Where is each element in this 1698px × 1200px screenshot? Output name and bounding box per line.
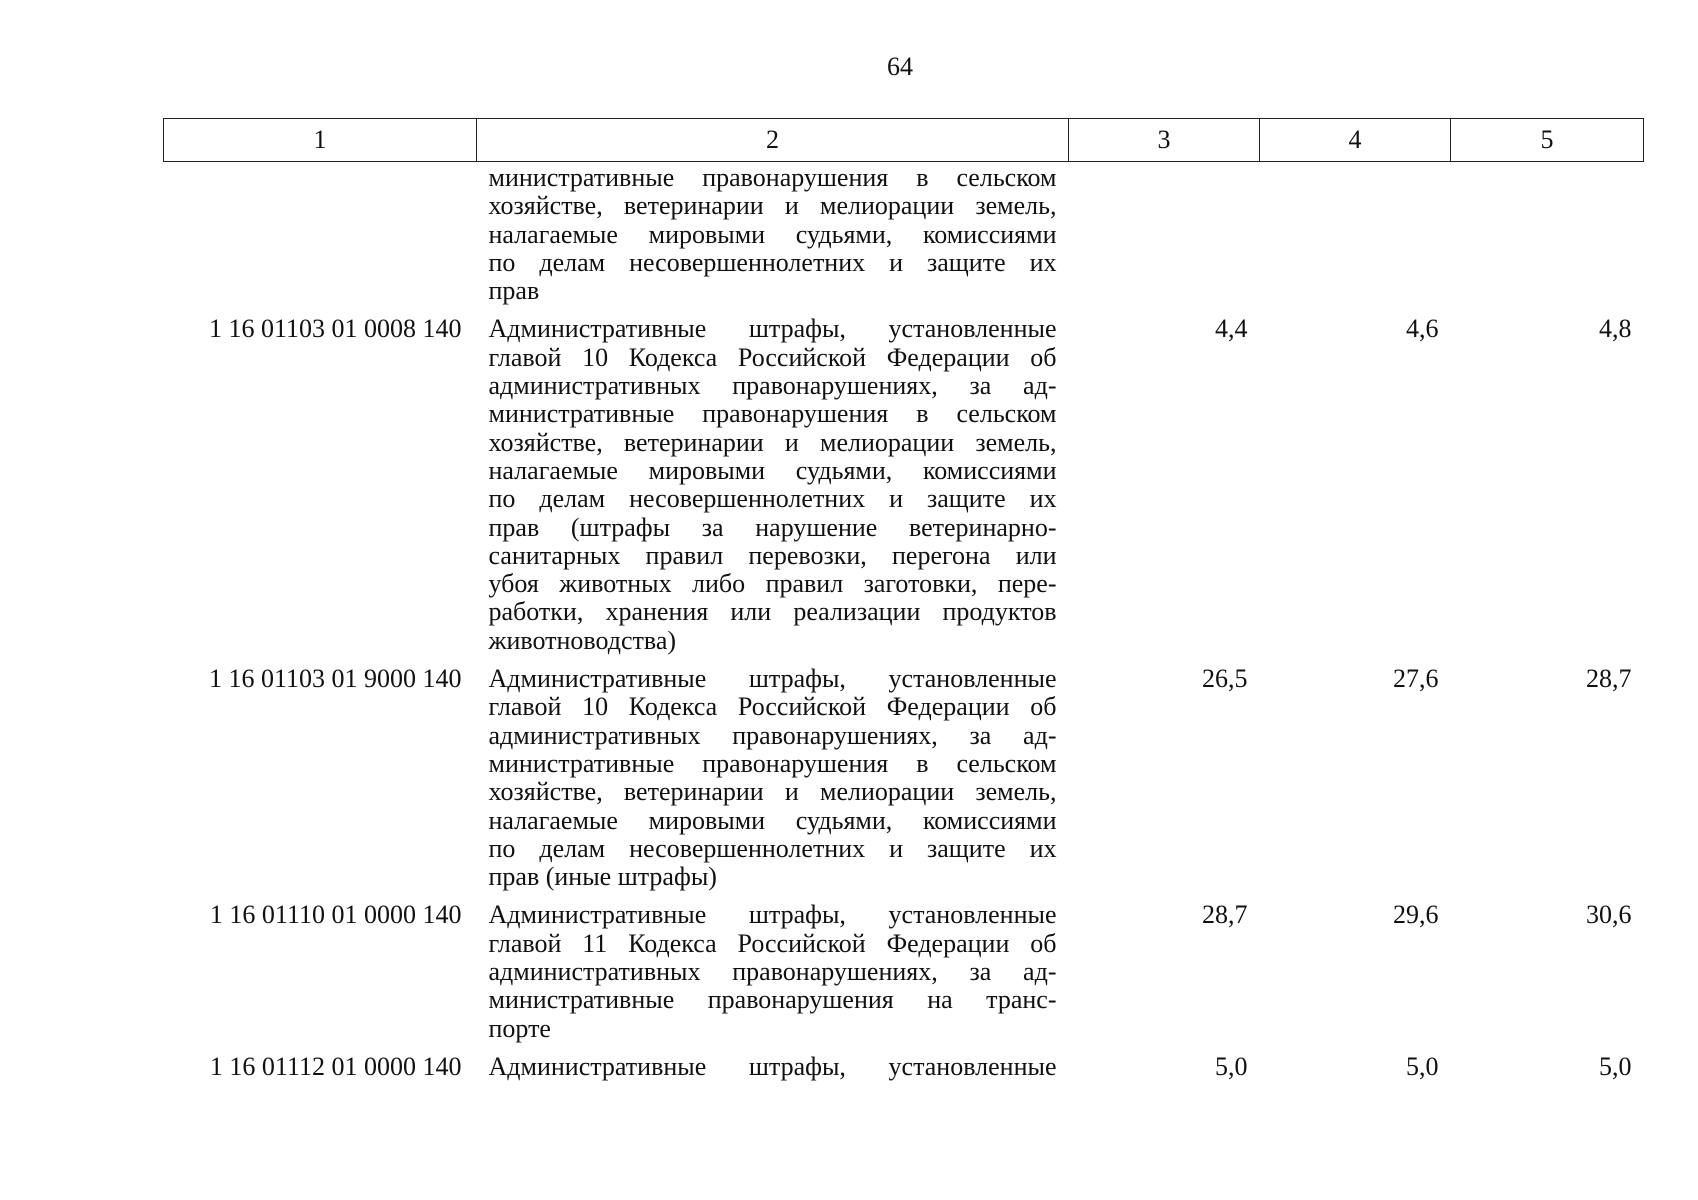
description-line: хозяйстве, ветеринарии и мелиорации земель, [488,427,1057,457]
cell-code: 1 16 01103 01 0008 140 [208,314,462,344]
cell-value-4: 5,0 [1406,1051,1439,1081]
column-header-3: 3 [1069,119,1260,162]
cell-value-4: 27,6 [1393,664,1439,694]
description-line: министративные правонарушения на транс- [488,985,1057,1015]
table-row [164,315,1644,665]
table-body [164,162,1644,1092]
description-line: порте [488,1013,551,1043]
description-line: прав [488,276,540,306]
description-line: налагаемые мировыми судьями, комиссиями [488,455,1057,485]
cell-description [477,665,1069,901]
description-line: главой 11 Кодекса Российской Федерации об [488,928,1057,958]
cell-value-3: 26,5 [1202,664,1248,694]
description-line: по делам несовершеннолетних и защите их [488,833,1057,863]
description-line: Административные штрафы, установленные [488,900,1057,930]
description-line: главой 10 Кодекса Российской Федерации об [488,342,1057,372]
description-line: по делам несовершеннолетних и защите их [488,247,1057,277]
description-line: Административные штрафы, установленные [488,314,1057,344]
description-line: налагаемые мировыми судьями, комиссиями [488,219,1057,249]
description-line: убоя животных либо правил заготовки, пере- [488,569,1057,599]
cell-code [164,162,477,316]
description-line: хозяйстве, ветеринарии и мелиорации земель, [488,777,1057,807]
cell-value-5 [1451,162,1644,316]
table-row-continuation [164,162,1644,316]
table-row [164,665,1644,901]
cell-code: 1 16 01110 01 0000 140 [209,900,462,930]
cell-value-5: 5,0 [1599,1051,1632,1081]
cell-value-4: 4,6 [1406,314,1439,344]
cell-value-4 [1260,162,1451,316]
column-header-2: 2 [477,119,1069,162]
column-header-5: 5 [1451,119,1644,162]
cell-value-3: 5,0 [1215,1051,1248,1081]
description-line: хозяйстве, ветеринарии и мелиорации земель, [488,191,1057,221]
description-line: министративные правонарушения в сельском [488,163,1057,192]
description-line: административных правонарушениях, за ад- [488,720,1057,750]
cell-description [477,1053,1069,1091]
column-header-4: 4 [1260,119,1451,162]
table-header [164,119,1644,162]
description-line: санитарных правил перевозки, перегона или [488,540,1057,570]
cell-value-4: 29,6 [1393,900,1439,930]
description-line: по делам несовершеннолетних и защите их [488,484,1057,514]
budget-table-container [163,118,1643,1091]
cell-description [477,315,1069,665]
description-line: работки, хранения или реализации продуктов [488,597,1057,627]
description-line: административных правонарушениях, за ад- [488,957,1057,987]
cell-description [477,162,1069,316]
description-line: Административные штрафы, установленные [488,1051,1057,1081]
description-line: прав (штрафы за нарушение ветеринарно- [488,512,1057,542]
column-header-1: 1 [164,119,477,162]
cell-code: 1 16 01112 01 0000 140 [209,1051,462,1081]
description-line: главой 10 Кодекса Российской Федерации об [488,692,1057,722]
cell-value-3: 4,4 [1215,314,1248,344]
cell-code: 1 16 01103 01 9000 140 [208,664,462,694]
table-row [164,901,1644,1052]
description-line: прав (иные штрафы) [488,862,717,892]
description-line: министративные правонарушения в сельском [488,748,1057,778]
description-line: животноводства) [488,625,677,655]
description-line: Административные штрафы, установленные [488,664,1057,694]
cell-value-3: 28,7 [1202,900,1248,930]
cell-value-5: 4,8 [1599,314,1632,344]
cell-description [477,901,1069,1052]
budget-table [163,118,1644,1091]
cell-value-5: 30,6 [1586,900,1632,930]
description-line: налагаемые мировыми судьями, комиссиями [488,805,1057,835]
cell-value-3 [1069,162,1260,316]
description-line: административных правонарушениях, за ад- [488,371,1057,401]
table-row [164,1053,1644,1091]
page-number: 64 [887,52,913,81]
cell-value-5: 28,7 [1586,664,1632,694]
header-row [164,119,1644,162]
description-line: министративные правонарушения в сельском [488,399,1057,429]
